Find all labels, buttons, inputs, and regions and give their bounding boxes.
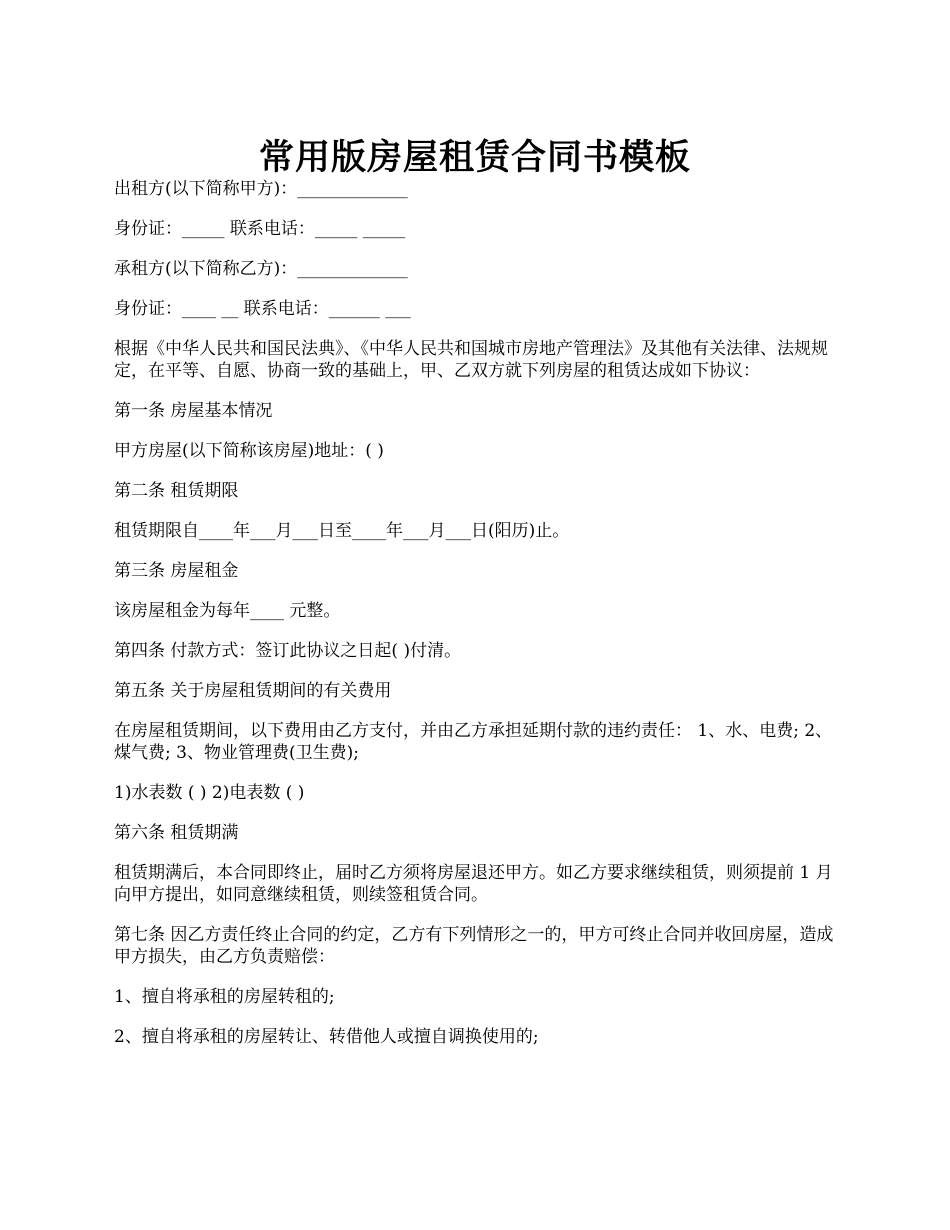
preamble-paragraph: 根据《中华人民共和国民法典》、《中华人民共和国城市房地产管理法》及其他有关法律、法规规定，在平等、自愿、协商一致的基础上，甲、乙双方就下列房屋的租赁达成如下协议：: [114, 339, 828, 381]
article-2-heading: 第二条 租赁期限: [114, 481, 239, 501]
article-7-termination: 第七条 因乙方责任终止合同的约定，乙方有下列情形之一的，甲方可终止合同并收回房屋，造成甲方损失，由乙方负责赔偿：: [114, 925, 834, 967]
article-1-address: 甲方房屋(以下简称该房屋)地址：( ): [114, 441, 384, 461]
article-2-term: 租赁期限自____年___月___日至____年___月___日(阳历)止。: [114, 521, 570, 541]
article-7-item-2: 2、擅自将承租的房屋转让、转借他人或擅自调换使用的;: [114, 1027, 539, 1047]
article-5-heading: 第五条 关于房屋租赁期间的有关费用: [114, 681, 392, 701]
lessor-id-phone-line: 身份证：_____ 联系电话：_____ _____: [114, 219, 406, 239]
meter-readings: 1)水表数 ( ) 2)电表数 ( ): [114, 783, 305, 803]
article-7-item-1: 1、擅自将承租的房屋转租的;: [114, 987, 335, 1007]
document-title: 常用版房屋租赁合同书模板: [258, 137, 691, 179]
article-6-heading: 第六条 租赁期满: [114, 823, 239, 843]
article-4-payment: 第四条 付款方式：签订此协议之日起( )付清。: [114, 641, 462, 661]
document-body: [114, 178, 844, 1066]
article-6-expiry: 租赁期满后，本合同即终止，届时乙方须将房屋退还甲方。如乙方要求继续租赁，则须提前 1 月向甲方提出，如同意继续租赁，则续签租赁合同。: [114, 863, 833, 905]
article-5-fees: 在房屋租赁期间，以下费用由乙方支付，并由乙方承担延期付款的违约责任： 1、水、电费; 2、煤气费; 3、物业管理费(卫生费);: [114, 721, 833, 763]
lessee-line: 承租方(以下简称乙方)：_____________: [114, 259, 408, 279]
lessor-line: 出租方(以下简称甲方)：_____________: [114, 179, 408, 199]
article-3-rent: 该房屋租金为每年____ 元整。: [114, 601, 341, 621]
lessee-id-phone-line: 身份证：____ __ 联系电话：______ ___: [114, 299, 411, 319]
article-1-heading: 第一条 房屋基本情况: [114, 401, 273, 421]
article-3-heading: 第三条 房屋租金: [114, 561, 239, 581]
